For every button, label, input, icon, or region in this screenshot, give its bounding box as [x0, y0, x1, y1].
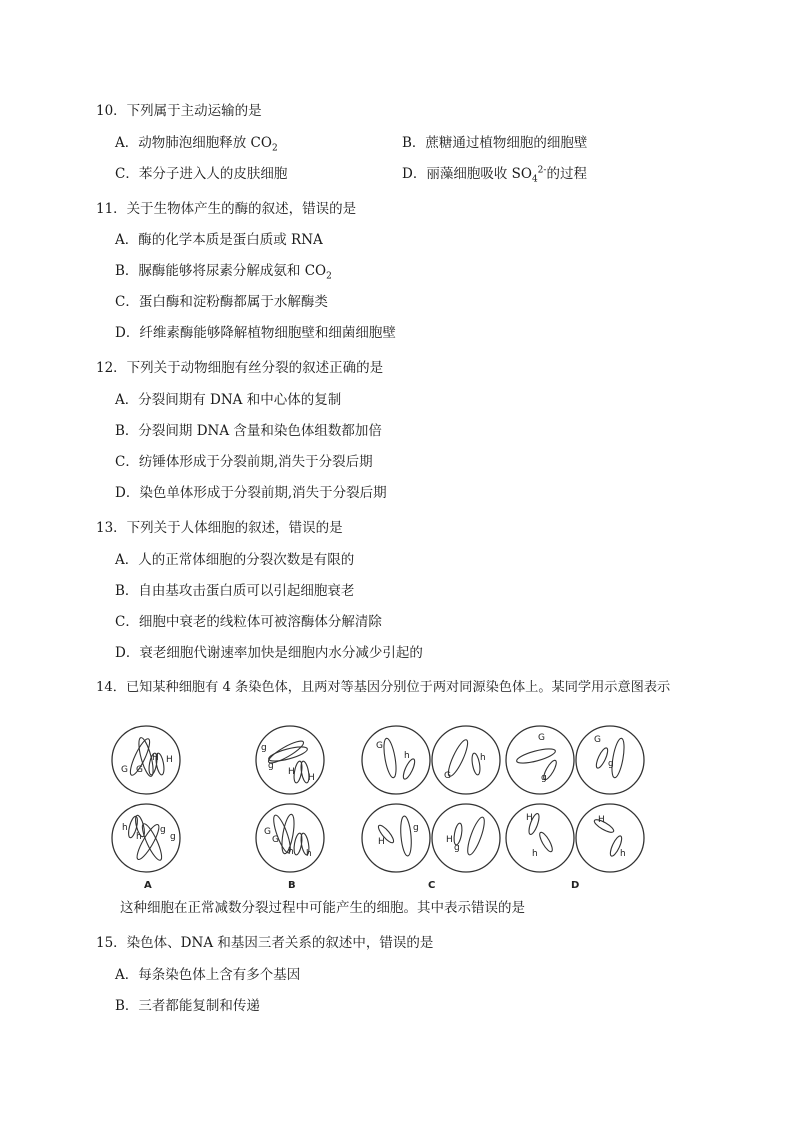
- gene-label: g: [454, 843, 460, 853]
- gene-label: g: [160, 825, 166, 835]
- question-12-option-d: D．染色单体形成于分裂前期,消失于分裂后期: [115, 485, 387, 501]
- gene-label: g: [268, 761, 274, 771]
- panel-a-cell-top: [112, 726, 180, 794]
- panel-b-cell-top: [256, 726, 324, 794]
- question-12-option-a: A．分裂间期有 DNA 和中心体的复制: [115, 392, 342, 408]
- question-13-stem: 13．下列关于人体细胞的叙述，错误的是: [96, 520, 343, 536]
- question-13-option-a: A．人的正常体细胞的分裂次数是有限的: [115, 552, 355, 568]
- gene-label: h: [122, 823, 128, 833]
- question-12-option-c: C．纺锤体形成于分裂前期,消失于分裂后期: [115, 454, 373, 470]
- gene-label: h: [620, 849, 626, 859]
- gene-label: H: [598, 815, 605, 825]
- question-13-option-d: D．衰老细胞代谢速率加快是细胞内水分减少引起的: [115, 645, 423, 661]
- panel-c-cell-1: [362, 726, 430, 794]
- panel-c-cell-2: [432, 726, 500, 794]
- panel-c-cell-4: [432, 804, 500, 872]
- panel-d-cell-4: [576, 804, 644, 872]
- panel-label-b: B: [288, 880, 296, 891]
- question-12-option-b: B．分裂间期 DNA 含量和染色体组数都加倍: [115, 423, 382, 439]
- gene-label: g: [608, 759, 614, 769]
- panel-d-cell-1: [506, 726, 574, 794]
- gene-label: G: [444, 771, 451, 781]
- gene-label: g: [261, 743, 267, 753]
- gene-label: G: [376, 741, 383, 751]
- gene-label: h: [404, 751, 410, 761]
- gene-label: H: [166, 755, 173, 765]
- question-15-option-b: B．三者都能复制和传递: [115, 998, 260, 1014]
- panel-a-cell-bottom: [112, 804, 180, 872]
- gene-label: h: [136, 832, 142, 842]
- panel-b-cell-bottom: [256, 804, 324, 872]
- question-11-option-d: D．纤维素酶能够降解植物细胞壁和细菌细胞壁: [115, 325, 396, 341]
- gene-label: G: [121, 765, 128, 775]
- question-11-stem: 11．关于生物体产生的酶的叙述，错误的是: [96, 201, 357, 217]
- question-11-option-a: A．酶的化学本质是蛋白质或 RNA: [115, 232, 323, 248]
- question-11-option-c: C．蛋白酶和淀粉酶都属于水解酶类: [115, 294, 328, 310]
- cell-division-figure: [108, 722, 648, 894]
- question-13-option-c: C．细胞中衰老的线粒体可被溶酶体分解清除: [115, 614, 382, 630]
- cell-division-diagram: [108, 722, 648, 894]
- question-10-option-b: B．蔗糖通过植物细胞的细胞壁: [402, 135, 588, 151]
- question-10-stem: 10．下列属于主动运输的是: [96, 103, 262, 119]
- question-10-option-c: C．苯分子进入人的皮肤细胞: [115, 166, 288, 182]
- panel-label-d: D: [571, 880, 580, 891]
- question-15-stem: 15．染色体、DNA 和基因三者关系的叙述中，错误的是: [96, 935, 434, 951]
- gene-label: h: [288, 847, 294, 857]
- question-14-continuation: 这种细胞在正常减数分裂过程中可能产生的细胞。其中表示错误的是: [120, 900, 525, 916]
- gene-label: g: [541, 773, 547, 783]
- question-11-option-b: B．脲酶能够将尿素分解成氨和 $CO_2$: [115, 263, 332, 282]
- gene-label: H: [526, 813, 533, 823]
- gene-label: h: [480, 753, 486, 763]
- gene-label: G: [136, 765, 143, 775]
- panel-label-c: C: [428, 880, 436, 891]
- panel-d-cell-3: [506, 804, 574, 872]
- gene-label: H: [288, 767, 295, 777]
- question-10-option-a: A．动物肺泡细胞释放 $CO_2$: [115, 135, 278, 154]
- gene-label: H: [378, 837, 385, 847]
- gene-label: H: [308, 773, 315, 783]
- gene-label: G: [264, 827, 271, 837]
- question-14-stem: 14．已知某种细胞有 4 条染色体，且两对等基因分别位于两对同源染色体上。某同学用示意图表示: [96, 680, 671, 695]
- question-12-stem: 12．下列关于动物细胞有丝分裂的叙述正确的是: [96, 360, 384, 376]
- panel-c-cell-3: [362, 804, 430, 872]
- panel-label-a: A: [144, 880, 152, 891]
- panel-d-cell-2: [576, 726, 644, 794]
- question-13-option-b: B．自由基攻击蛋白质可以引起细胞衰老: [115, 583, 355, 599]
- question-15-option-a: A．每条染色体上含有多个基因: [115, 967, 301, 983]
- gene-label: h: [306, 849, 312, 859]
- gene-label: G: [272, 835, 279, 845]
- gene-label: G: [594, 735, 601, 745]
- gene-label: h: [532, 849, 538, 859]
- gene-label: G: [538, 733, 545, 743]
- gene-label: g: [170, 832, 176, 842]
- gene-label: H: [152, 753, 159, 763]
- gene-label: g: [413, 823, 419, 833]
- question-10-option-d: D．丽藻细胞吸收 $SO_4^{2-}$的过程: [402, 165, 587, 185]
- gene-label: H: [446, 835, 453, 845]
